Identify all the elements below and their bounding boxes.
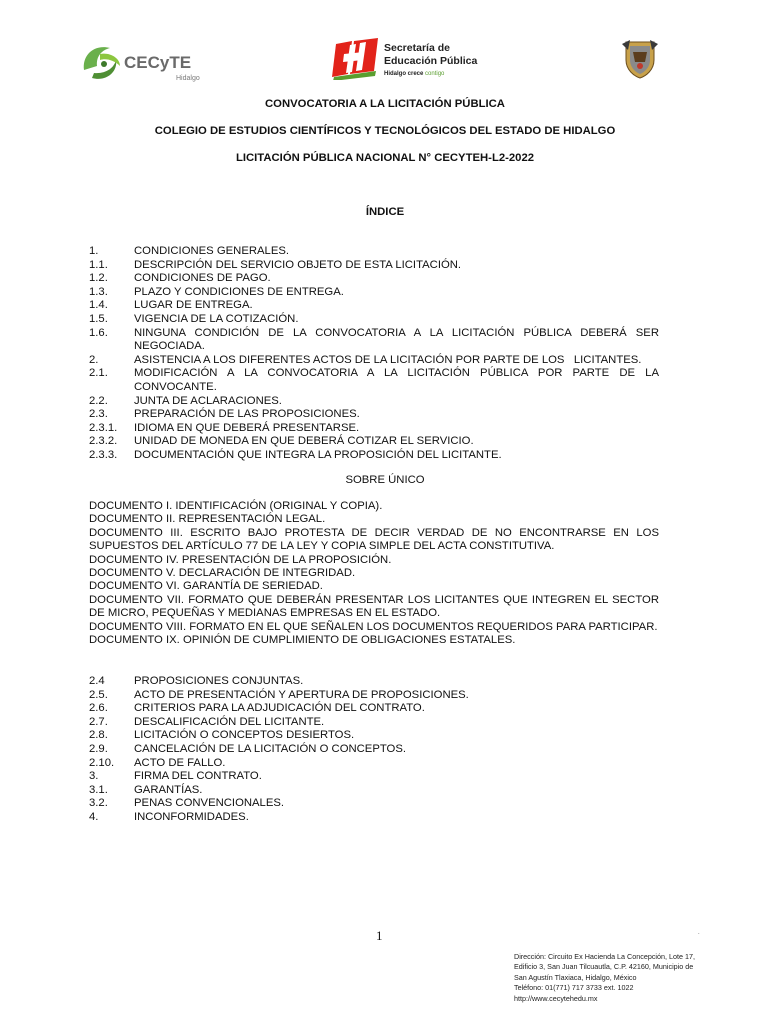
index-num: 1.1. — [89, 258, 108, 271]
index-text: CRITERIOS PARA LA ADJUDICACIÓN DEL CONTRATO. — [134, 702, 425, 715]
index-row — [89, 367, 659, 394]
website-link[interactable]: http://www.cecytehedu.mx — [514, 993, 598, 1003]
address-line: Edificio 3, San Juan Tilcuautla, C.P. 42160, Municipio de — [514, 962, 694, 972]
index-num: 2. — [89, 353, 99, 366]
index-list-continued — [89, 675, 659, 825]
index-text: PREPARACIÓN DE LAS PROPOSICIONES. — [134, 408, 360, 421]
index-num: 1.6. — [89, 326, 108, 339]
index-num: 2.3.2. — [89, 435, 118, 448]
index-row — [89, 729, 659, 743]
document-item: DOCUMENTO V. DECLARACIÓN DE INTEGRIDAD. — [89, 567, 356, 580]
index-text: CONDICIONES GENERALES. — [134, 245, 290, 257]
index-num: 3.1. — [89, 783, 108, 796]
cecyte-logo-sub: Hidalgo — [176, 75, 200, 82]
index-text: VIGENCIA DE LA COTIZACIÓN. — [134, 312, 299, 325]
state-seal-logo — [618, 36, 662, 80]
index-text: CONDICIONES DE PAGO. — [134, 272, 271, 285]
index-text: PLAZO Y CONDICIONES DE ENTREGA. — [134, 285, 344, 298]
index-row — [89, 716, 659, 730]
index-row — [89, 272, 659, 286]
index-text: INCONFORMIDADES. — [134, 810, 249, 823]
index-row — [89, 299, 659, 313]
index-row — [89, 797, 659, 811]
index-row — [89, 811, 659, 825]
index-row — [89, 702, 659, 716]
index-text: DOCUMENTACIÓN QUE INTEGRA LA PROPOSICIÓN DEL LICITANTE. — [134, 448, 502, 461]
index-row — [89, 422, 659, 436]
index-num: 2.7. — [89, 715, 108, 728]
title-licitacion: LICITACIÓN PÚBLICA NACIONAL N° CECYTEH-L2-2022 — [235, 152, 535, 164]
index-text: ACTO DE PRESENTACIÓN Y APERTURA DE PROPOSICIONES. — [134, 688, 469, 701]
cecyte-logo — [80, 40, 215, 85]
index-num: 2.2. — [89, 394, 108, 407]
index-title: ÍNDICE — [365, 206, 405, 218]
index-num: 2.5. — [89, 688, 108, 701]
index-text: ASISTENCIA A LOS DIFERENTES ACTOS DE LA LICITACIÓN POR PARTE DE LOS LICITANTES. — [134, 353, 642, 366]
index-num: 2.8. — [89, 729, 108, 742]
index-text: GARANTÍAS. — [134, 783, 203, 796]
index-row — [89, 327, 659, 354]
index-text: MODIFICACIÓN A LA CONVOCATORIA A LA LICITACIÓN PÚBLICA POR PARTE DE LA CONVOCANTE. — [134, 367, 659, 393]
address-line: Teléfono: 01(771) 717 3733 ext. 1022 — [514, 983, 634, 993]
title-colegio: COLEGIO DE ESTUDIOS CIENTÍFICOS Y TECNOLÓGICOS DEL ESTADO DE HIDALGO — [154, 125, 616, 137]
sobre-unico-heading: SOBRE ÚNICO — [345, 474, 425, 486]
document-item: DOCUMENTO IV. PRESENTACIÓN DE LA PROPOSICIÓN. — [89, 553, 392, 566]
index-row — [89, 408, 659, 422]
index-list — [89, 245, 659, 463]
index-row — [89, 435, 659, 449]
index-row — [89, 757, 659, 771]
sep-line-1: Secretaría de — [384, 42, 450, 54]
sep-line-2: Educación Pública — [384, 55, 478, 67]
document-item: DOCUMENTO VIII. FORMATO EN EL QUE SEÑALEN LOS DOCUMENTOS REQUERIDOS PARA PARTICIPAR. — [89, 620, 658, 633]
cecyte-logo-text: CECyTE — [124, 53, 192, 72]
index-row — [89, 245, 659, 259]
page-mark: . — [698, 930, 700, 936]
index-num: 2.1. — [89, 367, 108, 380]
index-num: 3.2. — [89, 797, 108, 810]
index-row — [89, 259, 659, 273]
index-num: 3. — [89, 770, 99, 783]
index-row — [89, 784, 659, 798]
index-row — [89, 689, 659, 703]
svg-text:Hidalgo crece — [384, 71, 445, 77]
index-text: FIRMA DEL CONTRATO. — [134, 770, 262, 783]
index-num: 1. — [89, 245, 99, 257]
index-text: UNIDAD DE MONEDA EN QUE DEBERÁ COTIZAR EL SERVICIO. — [134, 435, 474, 448]
document-item: DOCUMENTO III. ESCRITO BAJO PROTESTA DE DECIR VERDAD DE NO ENCONTRARSE EN LOS SUPUESTOS DEL ARTÍCULO 77 DE LA LEY Y COPIA SIMPLE DEL ACTA CONSTITUTIVA. — [89, 526, 659, 553]
document-item: DOCUMENTO II. REPRESENTACIÓN LEGAL. — [89, 513, 326, 526]
index-num: 1.3. — [89, 285, 108, 298]
index-row — [89, 354, 659, 368]
index-text: NINGUNA CONDICIÓN DE LA CONVOCATORIA A LA LICITACIÓN PÚBLICA DEBERÁ SER NEGOCIADA. — [134, 326, 659, 353]
title-convocatoria: CONVOCATORIA A LA LICITACIÓN PÚBLICA — [265, 98, 505, 110]
index-text: DESCALIFICACIÓN DEL LICITANTE. — [134, 715, 325, 728]
index-text: JUNTA DE ACLARACIONES. — [134, 394, 282, 407]
index-text: PENAS CONVENCIONALES. — [134, 797, 285, 810]
index-num: 2.10. — [89, 756, 115, 769]
address-line: San Agustín Tlaxiaca, Hidalgo, México — [514, 972, 637, 982]
sep-tagline-a: Hidalgo — [384, 71, 406, 77]
index-num: 2.3. — [89, 408, 108, 421]
index-num: 2.4 — [89, 675, 105, 687]
sep-tagline-b: crece — [407, 71, 424, 77]
document-item: DOCUMENTO IX. OPINIÓN DE CUMPLIMIENTO DE OBLIGACIONES ESTATALES. — [89, 634, 516, 647]
index-text: LICITACIÓN O CONCEPTOS DESIERTOS. — [134, 729, 355, 742]
index-text: IDIOMA EN QUE DEBERÁ PRESENTARSE. — [134, 421, 360, 434]
address-line: Dirección: Circuito Ex Hacienda La Concepción, Lote 17, — [514, 952, 695, 961]
page-number: 1 — [376, 928, 383, 943]
document-item: DOCUMENTO VII. FORMATO QUE DEBERÁN PRESENTAR LOS LICITANTES QUE INTEGREN EL SECTOR DE MICRO, PEQUEÑAS Y MEDIANAS EMPRESAS EN EL ESTADO. — [89, 593, 659, 620]
sep-tagline-c: contigo — [425, 71, 445, 77]
document-item: DOCUMENTO I. IDENTIFICACIÓN (ORIGINAL Y COPIA). — [89, 500, 383, 512]
document-item: DOCUMENTO VI. GARANTÍA DE SERIEDAD. — [89, 580, 323, 593]
index-num: 1.4. — [89, 299, 108, 312]
index-row — [89, 449, 659, 463]
sep-hidalgo-logo — [330, 38, 490, 80]
index-num: 2.6. — [89, 702, 108, 715]
index-text: CANCELACIÓN DE LA LICITACIÓN O CONCEPTOS. — [134, 742, 407, 755]
index-num: 2.3.1. — [89, 421, 118, 434]
index-row — [89, 675, 659, 689]
documents-list — [89, 500, 659, 647]
index-num: 2.9. — [89, 742, 108, 755]
index-row — [89, 743, 659, 757]
index-row — [89, 286, 659, 300]
index-text: ACTO DE FALLO. — [134, 756, 226, 769]
index-text: DESCRIPCIÓN DEL SERVICIO OBJETO DE ESTA LICITACIÓN. — [134, 258, 462, 271]
index-text: LUGAR DE ENTREGA. — [134, 299, 253, 312]
index-num: 2.3.3. — [89, 448, 118, 461]
index-row — [89, 313, 659, 327]
index-row — [89, 395, 659, 409]
footer-address — [514, 952, 714, 1004]
index-row — [89, 770, 659, 784]
index-num: 1.5. — [89, 312, 108, 325]
index-num: 1.2. — [89, 272, 108, 285]
index-text: PROPOSICIONES CONJUNTAS. — [134, 675, 304, 687]
index-num: 4. — [89, 810, 99, 823]
